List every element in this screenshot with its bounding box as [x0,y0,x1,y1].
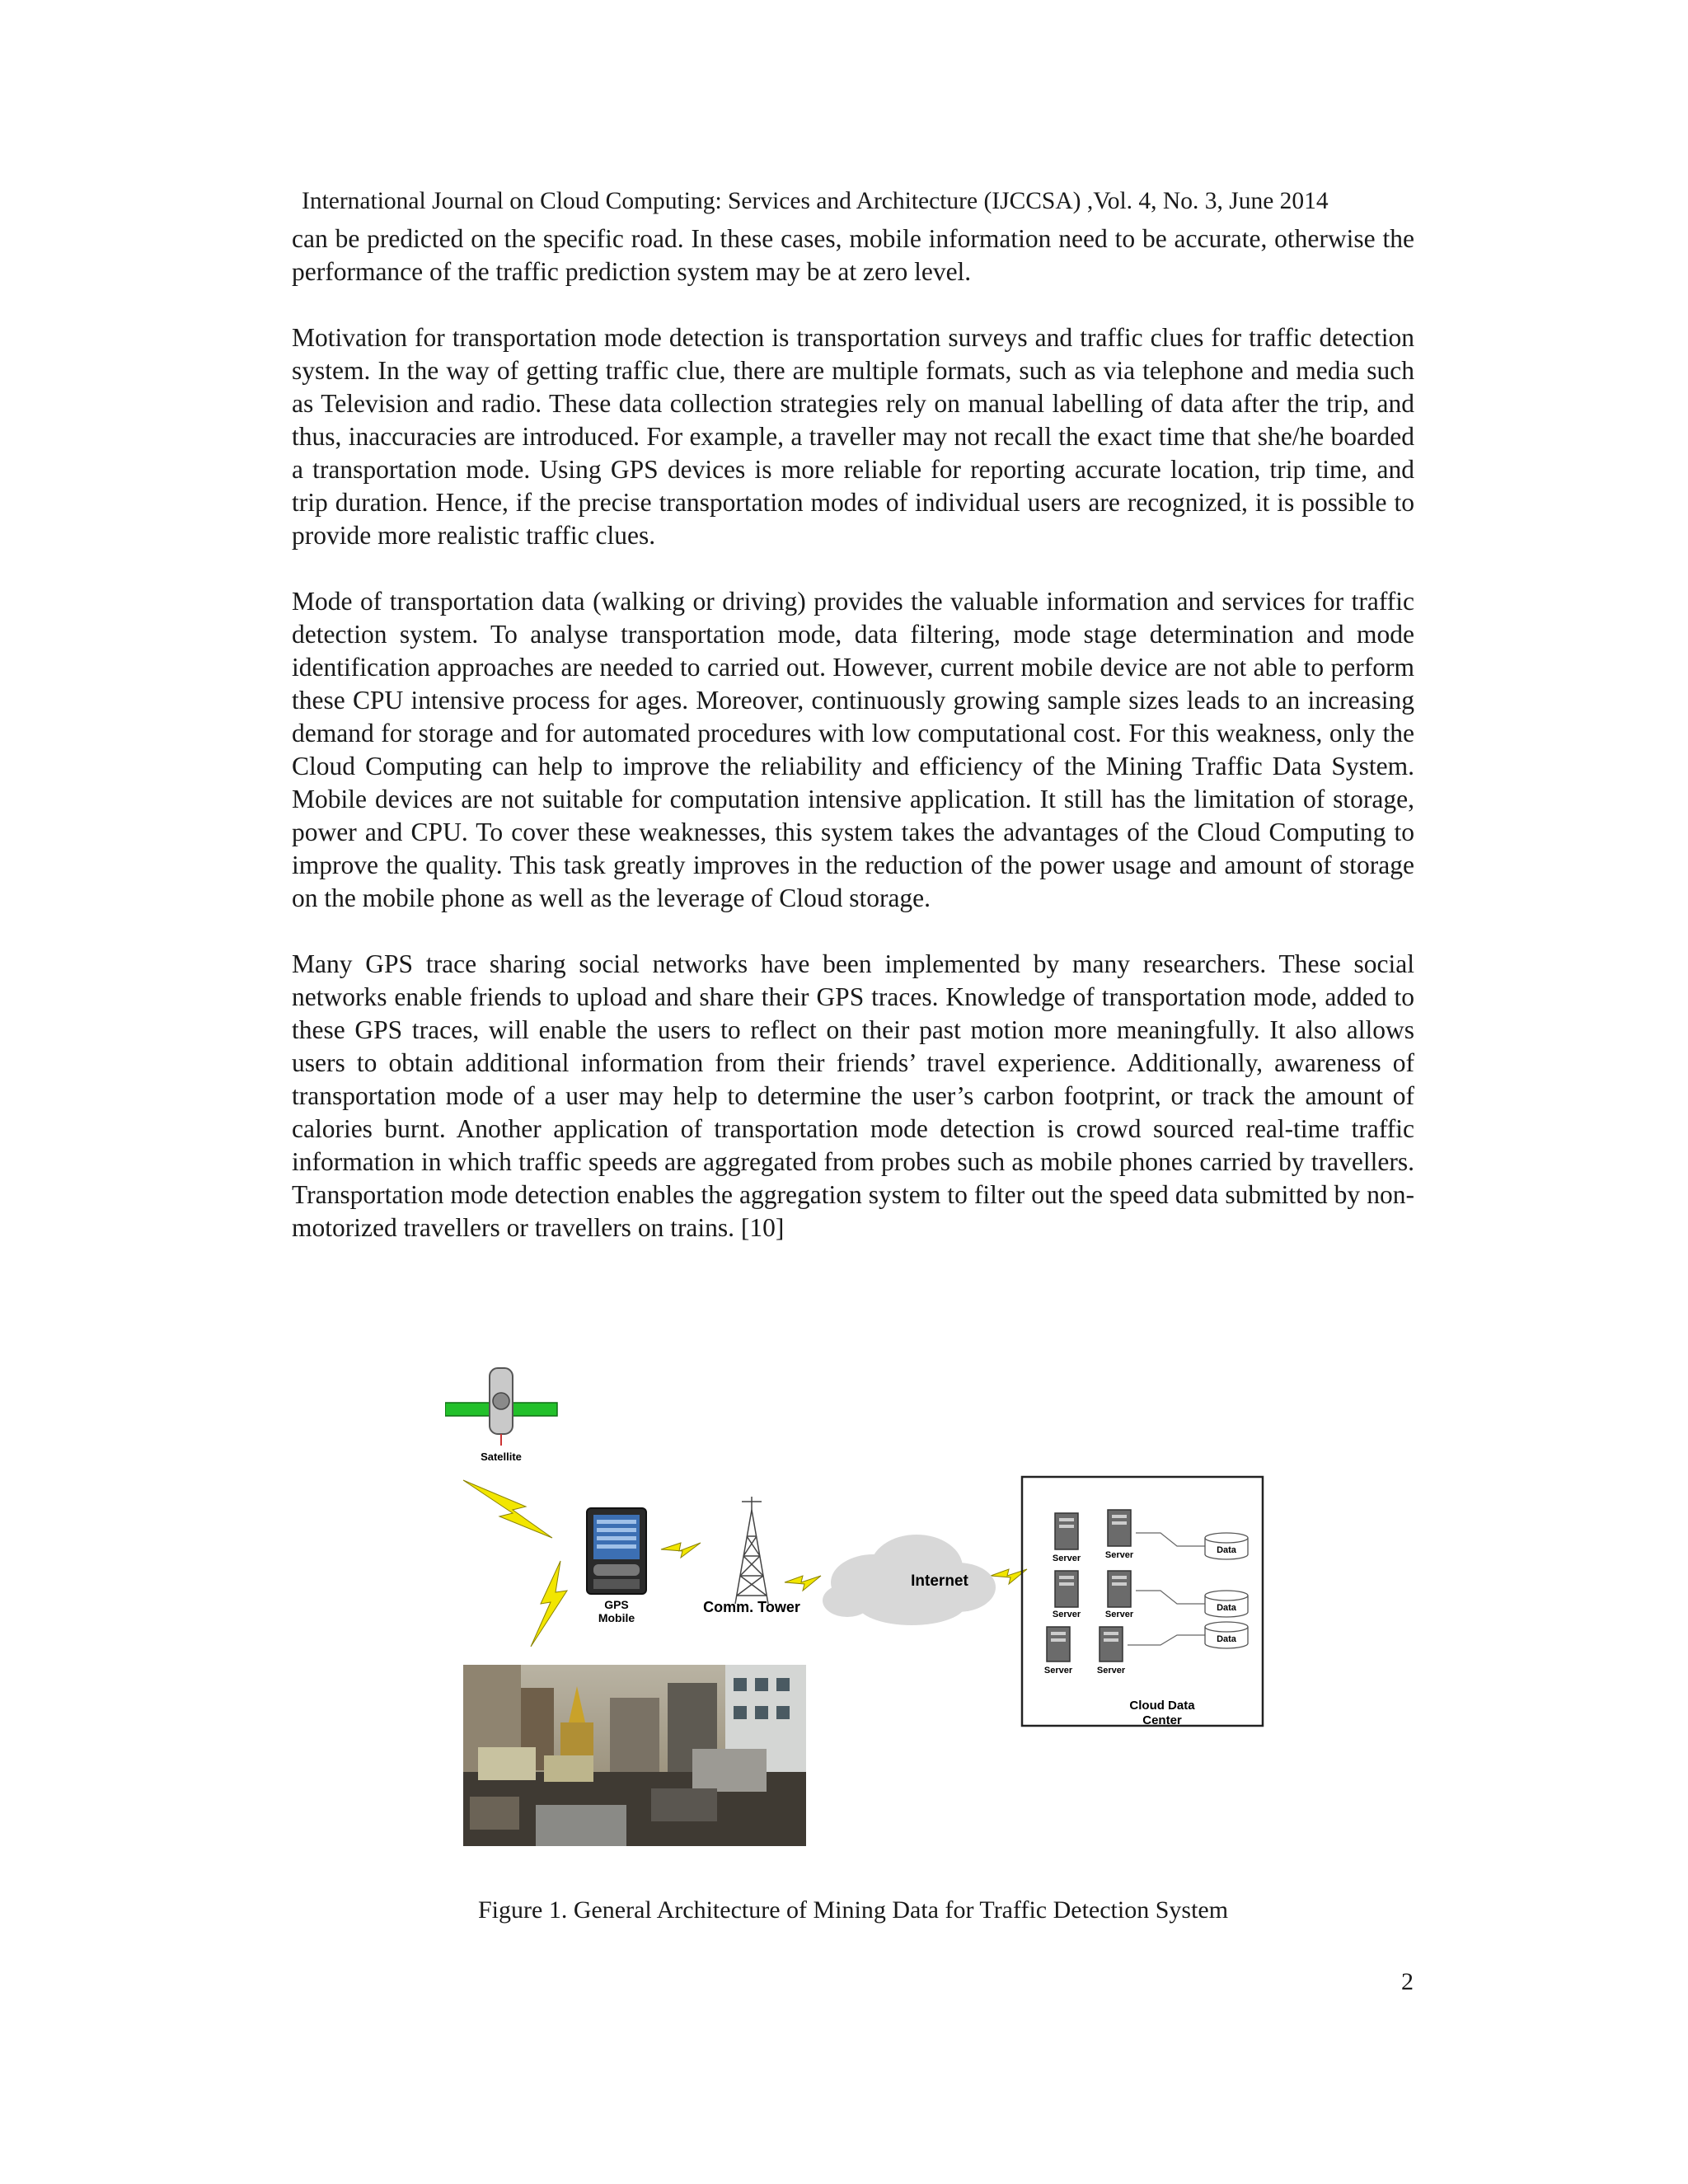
body-text [292,223,1414,1277]
internet-label: Internet [911,1572,968,1590]
paragraph-1: can be predicted on the specific road. In these cases, mobile information need to be accurate, otherwise the performance of the traffic prediction system may be at zero level. [292,224,1414,286]
server-icon [1047,1627,1070,1661]
cloud-data-center-label-2: Center [1142,1713,1182,1727]
server-label: Server [1096,1666,1126,1675]
satellite-label: Satellite [481,1451,522,1463]
server-label: Server [1052,1610,1081,1619]
server-label: Server [1043,1666,1073,1675]
comm-tower-label: Comm. Tower [703,1599,800,1615]
gps-mobile-label-2: Mobile [598,1611,635,1624]
comm-tower-icon [735,1497,768,1604]
server-icon [1108,1510,1131,1546]
satellite-icon [445,1368,557,1446]
lightning-icon [661,1543,701,1558]
data-label: Data [1217,1634,1236,1644]
server-icon [1055,1513,1078,1549]
paragraph-3: Mode of transportation data (walking or driving) provides the valuable information and services for traffic detection system. To analyse transportation mode, data filtering, mode stage determination and mode identification approaches are needed to carried out. However, current mobile device are not able to perform these CPU intensive process for ages. Moreover, continuously growing sample sizes leads to an increasing demand for storage and for automated procedures with low computational cost. For this weakness, only the Cloud Computing can help to improve the reliability and efficiency of the Mining Traffic Data System. Mobile devices are not suitable for computation intensive application. It still has the limitation of storage, power and CPU. To cover these weaknesses, this system takes the advantages of the Cloud Computing to improve the quality. This task greatly improves in the reduction of the power usage and amount of storage on the mobile phone as well as the leverage of Cloud storage. [292,587,1414,912]
server-label: Server [1104,1610,1134,1619]
cloud-data-center-label-1: Cloud Data [1129,1699,1195,1713]
lightning-icon [463,1480,552,1538]
gps-mobile-icon [587,1508,646,1594]
server-label: Server [1052,1554,1081,1563]
lightning-icon [531,1561,567,1647]
data-label: Data [1217,1545,1236,1555]
architecture-diagram [445,1360,1286,1863]
data-label: Data [1217,1603,1236,1613]
internet-cloud-icon [823,1535,996,1625]
journal-header: International Journal on Cloud Computing: Services and Architecture (IJCCSA) ,Vol. 4, No. 3, June 2014 [302,188,1329,214]
architecture-figure [445,1360,1286,1863]
server-icon [1100,1627,1123,1661]
paragraph-2: Motivation for transportation mode detection is transportation surveys and traffic clues for traffic detection system. In the way of getting traffic clue, there are multiple formats, such as via telephone and media such as Television and radio. These data collection strategies rely on manual labelling of data after the trip, and thus, inaccuracies are introduced. For example, a traveller may not recall the exact time that she/he boarded a transportation mode. Using GPS devices is more reliable for reporting accurate location, trip time, and trip duration. Hence, if the precise transportation modes of individual users are recognized, it is possible to provide more realistic traffic clues. [292,323,1414,550]
traffic-photo [463,1665,806,1846]
server-label: Server [1104,1550,1134,1560]
figure-caption: Figure 1. General Architecture of Mining Data for Traffic Detection System [478,1896,1229,1924]
lightning-icon [785,1576,821,1591]
server-icon [1055,1571,1078,1607]
paragraph-4: Many GPS trace sharing social networks have been implemented by many researchers. These social networks enable friends to upload and share their GPS traces. Knowledge of transportation mode, added to these GPS traces, will enable the users to reflect on their past motion more meaningfully. It also allows users to obtain additional information from their friends’ travel experience. Additionally, awareness of transportation mode of a user may help to determine the user’s carbon footprint, or track the amount of calories burnt. Another application of transportation mode detection is crowd sourced real-time traffic information in which traffic speeds are aggregated from probes such as mobile phones carried by travellers. Transportation mode detection enables the aggregation system to filter out the speed data submitted by non-motorized travellers or travellers on trains. [10] [292,949,1414,1242]
server-icon [1108,1571,1131,1607]
gps-mobile-label-1: GPS [604,1598,629,1611]
page-number: 2 [1401,1968,1414,1995]
